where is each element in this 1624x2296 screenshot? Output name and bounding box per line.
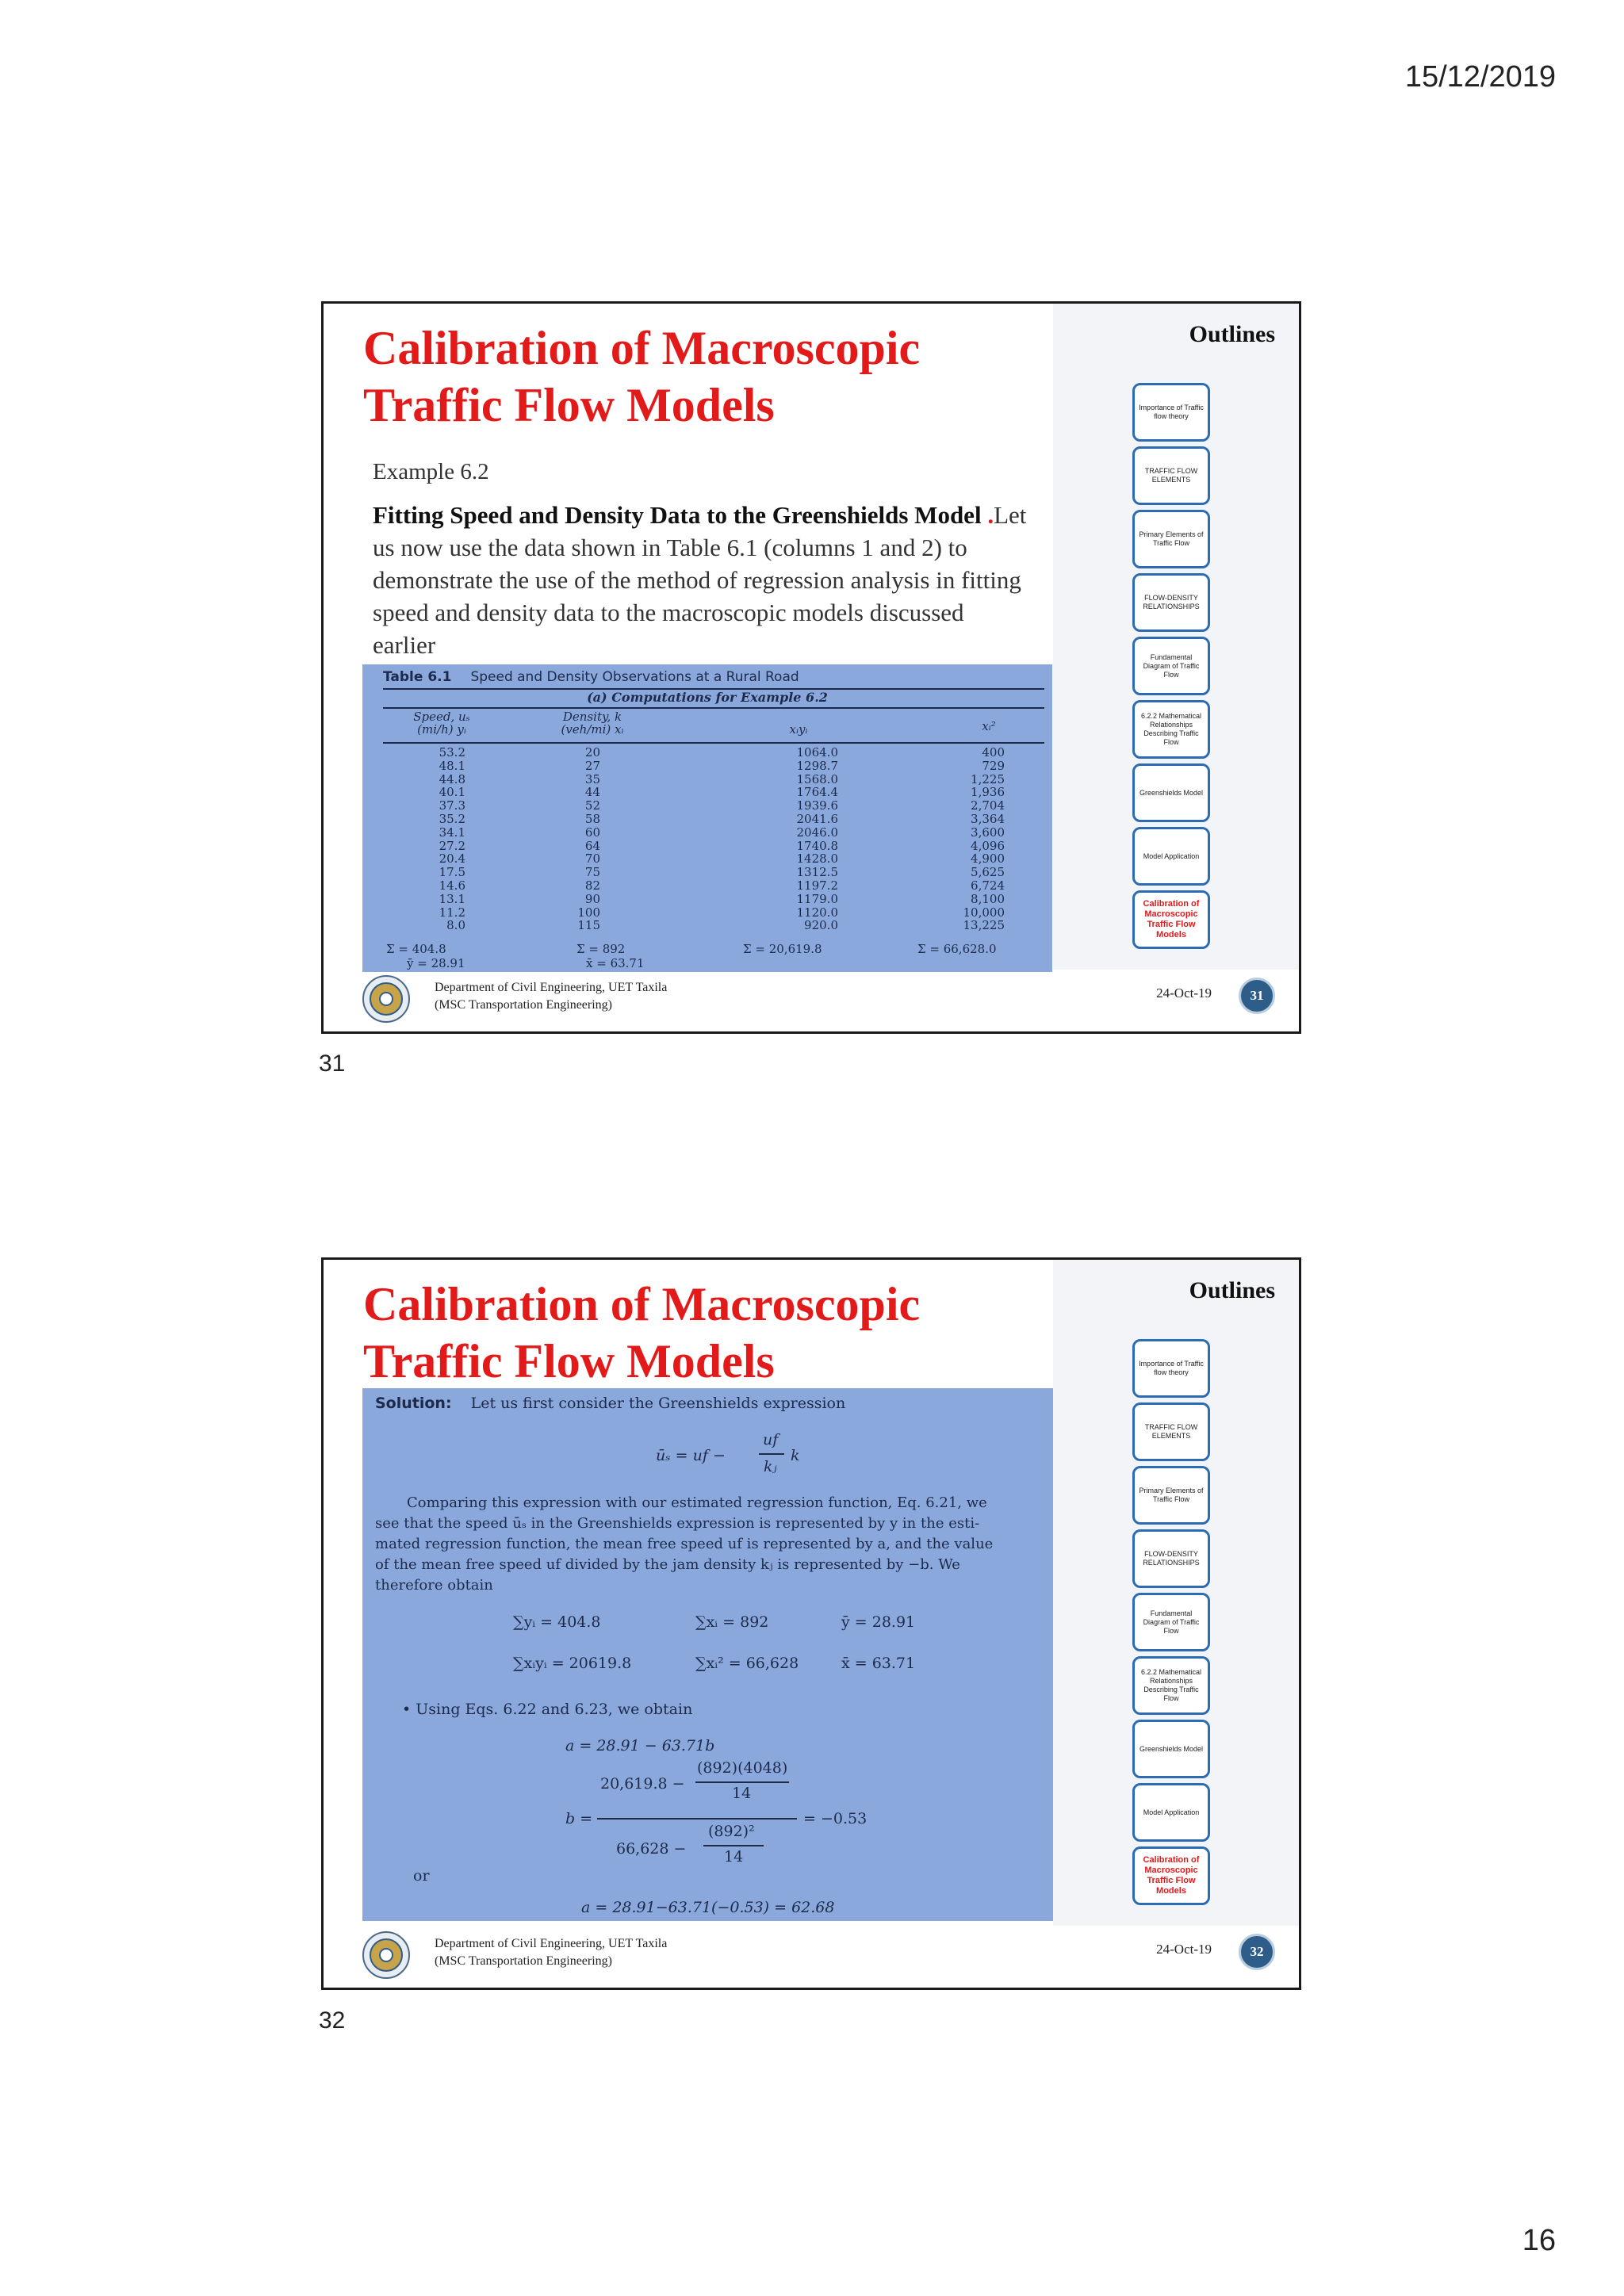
table-cell: 729 [982,758,1005,773]
outline-item[interactable]: Model Application [1132,827,1210,886]
table-cell: 60 [584,825,600,840]
b-den-frac-bot: 14 [724,1848,744,1866]
solution-paragraph: Comparing this expression with our estimated regression function, Eq. 6.21, we see that the speed ūₛ in the Greenshields expression is represented by y in the esti- mated regression function, the mean free speed uf is represented by a, and the value of the mean free speed uf divided by the jam density kⱼ is represented by −b. We therefore obtain [375,1494,994,1594]
solution-panel [362,1388,1060,1921]
sum-x: ∑xᵢ = 892 [695,1613,769,1631]
greenshields-num: uf [763,1431,779,1448]
outline-item[interactable]: Fundamental Diagram of Traffic Flow [1132,637,1210,695]
table-cell: 5,625 [971,865,1005,880]
table-cell: 4,096 [971,838,1005,853]
table-cell: 1064.0 [796,745,838,760]
outline-item[interactable]: Importance of Traffic flow theory [1132,1339,1210,1398]
slide-date: 24-Oct-19 [1156,985,1212,1001]
handout-page-number: 16 [1522,2224,1556,2257]
table-cell: 2,704 [971,798,1005,813]
slide-title: Calibration of Macroscopic Traffic Flow Models [363,322,921,431]
table-cell: 1312.5 [796,865,838,880]
greenshields-lhs: ūₛ = uf − [656,1447,726,1464]
eq-a: a = 28.91 − 63.71b [565,1737,715,1755]
example-text: Let us now use the data shown in Table 6.1 (columns 1 and 2) to demonstrate the use of the method of regression analysis in fitting speed and density data to the macroscopic models discussed earlier [373,501,1027,659]
slide-title: Calibration of Macroscopic Traffic Flow Models [363,1278,921,1387]
outline-item[interactable]: 6.2.2 Mathematical Relationships Describing Traffic Flow [1132,1656,1210,1715]
b-num-frac-bot: 14 [732,1785,752,1802]
university-logo [362,1931,411,1980]
table-cell: 40.1 [439,785,465,800]
outline-item[interactable]: Importance of Traffic flow theory [1132,383,1210,442]
table-cell: 14.6 [439,878,465,893]
table-cell: 1764.4 [796,785,838,800]
example-bold-text: Fitting Speed and Density Data to the Greenshields Model [373,501,982,529]
table-cell: 90 [584,891,600,906]
outline-item[interactable]: FLOW-DENSITY RELATIONSHIPS [1132,573,1210,632]
table-cell: 13,225 [963,918,1005,933]
b-den-left: 66,628 − [616,1840,687,1858]
table-cell: 34.1 [439,825,465,840]
table-subtitle: (a) Computations for Example 6.2 [587,690,828,705]
table-cell: 20 [584,745,600,760]
outline-item[interactable]: Calibration of Macroscopic Traffic Flow Models [1132,890,1210,949]
table-cell: 1939.6 [796,798,838,813]
greenshields-den: kⱼ [764,1458,777,1475]
table-cell: 1568.0 [796,771,838,786]
table-cell: 27.2 [439,838,465,853]
mean-y: ȳ = 28.91 [407,956,465,970]
sum-y: ∑yᵢ = 404.8 [513,1613,601,1631]
table-cell: 17.5 [439,865,465,880]
slide-footer [324,1926,1299,1988]
b-label: b = [565,1810,593,1827]
slide-31 [321,301,1301,1034]
slide-number-below: 32 [319,2007,346,2034]
outlines-heading: Outlines [1189,321,1275,347]
table-cell: 1298.7 [796,758,838,773]
table-cell: 52 [584,798,600,813]
outlines-panel [1053,304,1299,970]
slide-date: 24-Oct-19 [1156,1942,1212,1957]
b-num-left: 20,619.8 − [600,1775,685,1793]
mean-x: x̄ = 63.71 [841,1655,916,1672]
table-cell: 10,000 [963,905,1005,920]
slide-footer [324,970,1299,1031]
table-cell: 1197.2 [796,878,838,893]
table-cell: 64 [584,838,600,853]
slide-32 [321,1257,1301,1990]
example-red-dot: . [987,501,994,529]
table-cell: 1,936 [971,785,1005,800]
table-cell: 3,364 [971,812,1005,826]
table-cell: 27 [584,758,600,773]
table-cell: 3,600 [971,825,1005,840]
table-cell: 82 [584,878,600,893]
table-cell: 920.0 [804,918,838,933]
sum-speed: Σ = 404.8 [386,942,446,956]
table-cell: 4,900 [971,851,1005,867]
b-num-frac-top: (892)(4048) [697,1759,788,1777]
outline-item[interactable]: Calibration of Macroscopic Traffic Flow Models [1132,1846,1210,1905]
outline-item[interactable]: Fundamental Diagram of Traffic Flow [1132,1593,1210,1651]
table-cell: 70 [584,851,600,867]
handout-date: 15/12/2019 [1404,60,1556,94]
greenshields-k: k [791,1447,800,1464]
b-den-frac-top: (892)² [708,1823,755,1840]
outline-item[interactable]: Model Application [1132,1783,1210,1842]
solution-intro: Let us first consider the Greenshields expression [470,1395,846,1412]
table-cell: 11.2 [439,905,465,920]
table-cell: 115 [577,918,600,933]
col-speed-head: Speed, uₛ (mi/h) yᵢ [413,710,470,737]
department-text: Department of Civil Engineering, UET Taxila (MSC Transportation Engineering) [435,981,668,1012]
outline-item[interactable]: Primary Elements of Traffic Flow [1132,510,1210,568]
outlines-heading: Outlines [1189,1277,1275,1303]
outline-item[interactable]: FLOW-DENSITY RELATIONSHIPS [1132,1529,1210,1588]
table-cell: 20.4 [439,851,465,867]
final-a: a = 28.91−63.71(−0.53) = 62.68 [581,1899,835,1916]
table-cell: 58 [584,812,600,826]
bullet-using-eqs: • Using Eqs. 6.22 and 6.23, we obtain [402,1701,693,1718]
table-cell: 2046.0 [796,825,838,840]
sum-xy: Σ = 20,619.8 [743,942,822,956]
table-cell: 2041.6 [796,812,838,826]
table-cell: 100 [577,905,600,920]
table-cell: 75 [584,865,600,880]
table-cell: 8,100 [971,891,1005,906]
b-result: = −0.53 [803,1810,868,1827]
mean-x: x̄ = 63.71 [586,956,645,970]
table-cell: 1,225 [971,771,1005,786]
outline-item[interactable]: TRAFFIC FLOW ELEMENTS [1132,446,1210,505]
solution-label: Solution: [375,1395,452,1412]
sum-density: Σ = 892 [576,942,626,956]
table-cell: 1740.8 [796,838,838,853]
university-logo [362,974,411,1024]
outline-item[interactable]: Greenshields Model [1132,763,1210,822]
table-6-1 [362,664,1052,972]
slide-number-badge: 32 [1239,1934,1275,1970]
sum-xy: ∑xᵢyᵢ = 20619.8 [513,1655,632,1672]
sum-x2: ∑xᵢ² = 66,628 [695,1655,799,1672]
outline-item[interactable]: Greenshields Model [1132,1720,1210,1778]
col-x2-head: xᵢ² [982,719,996,733]
or-label: or [413,1867,430,1885]
table-cell: 53.2 [439,745,465,760]
col-xy-head: xᵢyᵢ [789,722,808,737]
outline-item[interactable]: 6.2.2 Mathematical Relationships Describing Traffic Flow [1132,700,1210,759]
mean-y: ȳ = 28.91 [841,1613,916,1631]
table-cell: 1428.0 [796,851,838,867]
table-cell: 1179.0 [796,891,838,906]
slide-number-badge: 31 [1239,978,1275,1014]
table-cell: 48.1 [439,758,465,773]
outline-item[interactable]: TRAFFIC FLOW ELEMENTS [1132,1402,1210,1461]
table-cell: 400 [982,745,1005,760]
table-cell: 44.8 [439,771,465,786]
department-text: Department of Civil Engineering, UET Taxila (MSC Transportation Engineering) [435,1937,668,1968]
outline-item[interactable]: Primary Elements of Traffic Flow [1132,1466,1210,1525]
sum-x2: Σ = 66,628.0 [917,942,997,956]
table-cell: 35.2 [439,812,465,826]
table-cell: 13.1 [439,891,465,906]
outlines-panel [1053,1260,1299,1926]
table-cell: 1120.0 [796,905,838,920]
example-body [373,499,1031,661]
col-density-head: Density, k (veh/mi) xᵢ [561,710,624,737]
table-cell: 35 [584,771,600,786]
table-cell: 8.0 [446,918,465,933]
table-cell: 6,724 [971,878,1005,893]
table-cell: 37.3 [439,798,465,813]
slide-number-below: 31 [319,1050,346,1077]
table-cell: 44 [584,785,600,800]
table-title: Table 6.1 Speed and Density Observations at a Rural Road [383,669,799,685]
example-label: Example 6.2 [373,459,489,484]
